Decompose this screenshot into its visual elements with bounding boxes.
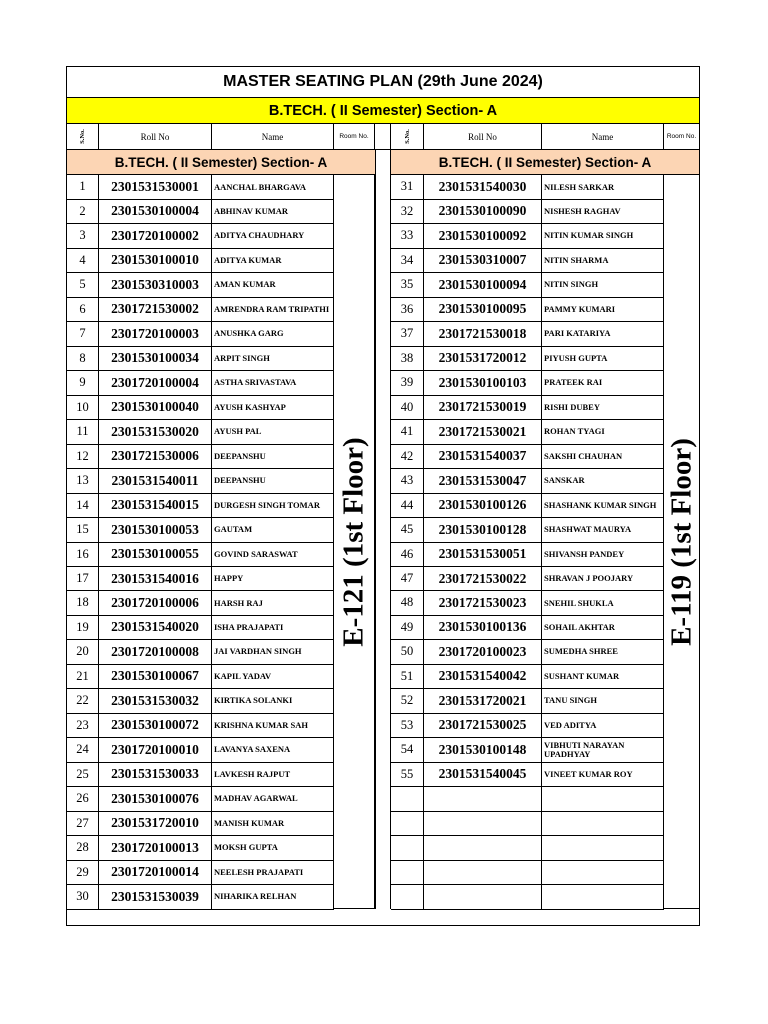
- right-serial-cell: 32: [391, 199, 424, 224]
- left-serial-cell: 19: [67, 615, 99, 640]
- left-serial-cell: 2: [67, 199, 99, 224]
- right-name-cell: VINEET KUMAR ROY: [542, 762, 664, 787]
- left-name-cell: DEEPANSHU: [212, 444, 334, 469]
- left-sno-header-label: S.No.: [79, 129, 86, 144]
- left-serial-cell: 5: [67, 273, 99, 298]
- left-name-cell: AMRENDRA RAM TRIPATHI: [212, 297, 334, 322]
- left-name-cell: HAPPY: [212, 567, 334, 592]
- left-roll-no-cell: 2301531530032: [99, 689, 212, 714]
- right-name-cell: SOHAIL AKHTAR: [542, 615, 664, 640]
- left-serial-cell: 20: [67, 640, 99, 665]
- right-name-cell: SHIVANSH PANDEY: [542, 542, 664, 567]
- left-serial-cell: 28: [67, 836, 99, 861]
- left-roll-no-cell: 2301531530020: [99, 420, 212, 445]
- left-roll-no-cell: 2301531540016: [99, 567, 212, 592]
- right-name-cell: VIBHUTI NARAYAN UPADHYAY: [542, 738, 664, 763]
- right-roll-no-cell: 2301530310007: [424, 248, 542, 273]
- left-name-cell: AYUSH KASHYAP: [212, 395, 334, 420]
- right-name-cell: SHASHWAT MAURYA: [542, 518, 664, 543]
- right-roll-no-cell: 2301530100148: [424, 738, 542, 763]
- left-roll-no-cell: 2301531540015: [99, 493, 212, 518]
- right-name-cell: ROHAN TYAGI: [542, 420, 664, 445]
- right-roll-no-cell: [424, 860, 542, 885]
- right-name-cell: NITIN SHARMA: [542, 248, 664, 273]
- left-name-cell: ASTHA SRIVASTAVA: [212, 371, 334, 396]
- left-room-label: E-121 (1st Floor): [337, 436, 370, 647]
- right-serial-cell: [391, 787, 424, 812]
- left-serial-cell: 15: [67, 518, 99, 543]
- left-roll-no-cell: 2301530100053: [99, 518, 212, 543]
- page-title: MASTER SEATING PLAN (29th June 2024): [67, 67, 699, 98]
- right-serial-cell: [391, 885, 424, 910]
- left-name-cell: DURGESH SINGH TOMAR: [212, 493, 334, 518]
- left-name-cell: LAVKESH RAJPUT: [212, 762, 334, 787]
- left-roll-no-cell: 2301530100072: [99, 713, 212, 738]
- left-roll-no-cell: 2301720100002: [99, 224, 212, 249]
- left-roll-no-cell: 2301530310003: [99, 273, 212, 298]
- right-roll-no-cell: 2301530100092: [424, 224, 542, 249]
- right-serial-cell: [391, 836, 424, 861]
- left-serial-cell: 13: [67, 469, 99, 494]
- left-roll-no-cell: 2301531540020: [99, 615, 212, 640]
- left-name-cell: AMAN KUMAR: [212, 273, 334, 298]
- right-serial-cell: 46: [391, 542, 424, 567]
- left-serial-cell: 6: [67, 297, 99, 322]
- left-name-cell: ISHA PRAJAPATI: [212, 615, 334, 640]
- right-serial-cell: 36: [391, 297, 424, 322]
- right-roll-no-cell: 2301530100126: [424, 493, 542, 518]
- right-name-cell: SUSHANT KUMAR: [542, 664, 664, 689]
- left-serial-cell: 11: [67, 420, 99, 445]
- left-name-cell: MANISH KUMAR: [212, 811, 334, 836]
- left-serial-cell: 18: [67, 591, 99, 616]
- left-name-cell: MADHAV AGARWAL: [212, 787, 334, 812]
- right-name-cell: PAMMY KUMARI: [542, 297, 664, 322]
- footer-row: [67, 909, 699, 925]
- left-roll-no-cell: 2301720100003: [99, 322, 212, 347]
- left-name-cell: KRISHNA KUMAR SAH: [212, 713, 334, 738]
- left-serial-cell: 16: [67, 542, 99, 567]
- left-roll-no-cell: 2301531720010: [99, 811, 212, 836]
- left-serial-cell: 9: [67, 371, 99, 396]
- left-sno-header: [67, 124, 99, 150]
- right-room-header: Room No.: [664, 124, 699, 150]
- right-section-band: B.TECH. ( II Semester) Section- A: [391, 150, 699, 175]
- right-serial-cell: 42: [391, 444, 424, 469]
- right-roll-no-cell: 2301530100090: [424, 199, 542, 224]
- left-name-cell: ABHINAV KUMAR: [212, 199, 334, 224]
- right-roll-no-cell: 2301531720012: [424, 346, 542, 371]
- left-serial-cell: 23: [67, 713, 99, 738]
- right-serial-cell: [391, 860, 424, 885]
- right-serial-cell: 40: [391, 395, 424, 420]
- left-name-cell: HARSH RAJ: [212, 591, 334, 616]
- right-name-cell: PRATEEK RAI: [542, 371, 664, 396]
- left-serial-cell: 29: [67, 860, 99, 885]
- right-roll-no-cell: 2301531540042: [424, 664, 542, 689]
- left-serial-cell: 21: [67, 664, 99, 689]
- left-roll-no-cell: 2301530100076: [99, 787, 212, 812]
- left-name-cell: NIHARIKA RELHAN: [212, 885, 334, 910]
- left-name-cell: ADITYA KUMAR: [212, 248, 334, 273]
- left-roll-no-cell: 2301530100067: [99, 664, 212, 689]
- left-name-cell: JAI VARDHAN SINGH: [212, 640, 334, 665]
- left-serial-cell: 10: [67, 395, 99, 420]
- left-serial-cell: 14: [67, 493, 99, 518]
- right-serial-cell: 52: [391, 689, 424, 714]
- left-room-header: Room No.: [334, 124, 375, 150]
- left-serial-cell: 25: [67, 762, 99, 787]
- right-roll-no-cell: [424, 787, 542, 812]
- right-roll-no-cell: 2301721530021: [424, 420, 542, 445]
- gap-band: [375, 150, 391, 175]
- left-roll-no-cell: 2301531530039: [99, 885, 212, 910]
- right-roll-no-cell: 2301721530018: [424, 322, 542, 347]
- left-serial-cell: 22: [67, 689, 99, 714]
- seating-plan-sheet: [66, 66, 700, 926]
- left-roll-no-cell: 2301720100014: [99, 860, 212, 885]
- left-name-cell: ADITYA CHAUDHARY: [212, 224, 334, 249]
- left-serial-cell: 24: [67, 738, 99, 763]
- left-roll-header: Roll No: [99, 124, 212, 150]
- right-serial-cell: 47: [391, 567, 424, 592]
- right-serial-cell: 38: [391, 346, 424, 371]
- right-roll-no-cell: 2301530100094: [424, 273, 542, 298]
- left-serial-cell: 4: [67, 248, 99, 273]
- right-roll-no-cell: 2301721530019: [424, 395, 542, 420]
- right-roll-no-cell: 2301531720021: [424, 689, 542, 714]
- right-serial-cell: 39: [391, 371, 424, 396]
- left-roll-no-cell: 2301530100004: [99, 199, 212, 224]
- right-roll-no-cell: 2301531530047: [424, 469, 542, 494]
- left-roll-no-cell: 2301531540011: [99, 469, 212, 494]
- left-serial-cell: 1: [67, 175, 99, 200]
- right-serial-cell: 37: [391, 322, 424, 347]
- left-name-cell: AYUSH PAL: [212, 420, 334, 445]
- right-roll-no-cell: 2301721530025: [424, 713, 542, 738]
- right-roll-no-cell: [424, 811, 542, 836]
- right-roll-no-cell: 2301530100136: [424, 615, 542, 640]
- gap-column: [375, 175, 391, 909]
- right-serial-cell: 34: [391, 248, 424, 273]
- right-name-cell: PARI KATARIYA: [542, 322, 664, 347]
- left-name-cell: GAUTAM: [212, 518, 334, 543]
- left-serial-cell: 26: [67, 787, 99, 812]
- right-serial-cell: 55: [391, 762, 424, 787]
- left-roll-no-cell: 2301721530006: [99, 444, 212, 469]
- left-roll-no-cell: 2301530100034: [99, 346, 212, 371]
- left-roll-no-cell: 2301721530002: [99, 297, 212, 322]
- right-name-cell: SHASHANK KUMAR SINGH: [542, 493, 664, 518]
- left-name-cell: ANUSHKA GARG: [212, 322, 334, 347]
- left-name-cell: KIRTIKA SOLANKI: [212, 689, 334, 714]
- left-serial-cell: 27: [67, 811, 99, 836]
- left-roll-no-cell: 2301720100010: [99, 738, 212, 763]
- left-name-cell: NEELESH PRAJAPATI: [212, 860, 334, 885]
- left-name-cell: KAPIL YADAV: [212, 664, 334, 689]
- left-roll-no-cell: 2301531530001: [99, 175, 212, 200]
- right-name-cell: SNEHIL SHUKLA: [542, 591, 664, 616]
- right-serial-cell: 35: [391, 273, 424, 298]
- right-roll-no-cell: [424, 836, 542, 861]
- right-serial-cell: 51: [391, 664, 424, 689]
- right-roll-no-cell: 2301720100023: [424, 640, 542, 665]
- right-sno-header: [391, 124, 424, 150]
- right-roll-header: Roll No: [424, 124, 542, 150]
- left-serial-cell: 12: [67, 444, 99, 469]
- right-serial-cell: 53: [391, 713, 424, 738]
- right-roll-no-cell: 2301531540045: [424, 762, 542, 787]
- left-name-cell: DEEPANSHU: [212, 469, 334, 494]
- right-serial-cell: 45: [391, 518, 424, 543]
- left-section-band: B.TECH. ( II Semester) Section- A: [67, 150, 375, 175]
- right-serial-cell: 41: [391, 420, 424, 445]
- right-serial-cell: 44: [391, 493, 424, 518]
- right-name-cell: RISHI DUBEY: [542, 395, 664, 420]
- right-name-cell: SHRAVAN J POOJARY: [542, 567, 664, 592]
- right-serial-cell: 50: [391, 640, 424, 665]
- right-roll-no-cell: 2301531540030: [424, 175, 542, 200]
- left-serial-cell: 30: [67, 885, 99, 910]
- left-roll-no-cell: 2301720100008: [99, 640, 212, 665]
- right-name-cell: VED ADITYA: [542, 713, 664, 738]
- right-name-cell: [542, 885, 664, 910]
- right-name-cell: PIYUSH GUPTA: [542, 346, 664, 371]
- section-subtitle: B.TECH. ( II Semester) Section- A: [67, 98, 699, 124]
- left-roll-no-cell: 2301720100013: [99, 836, 212, 861]
- right-roll-no-cell: 2301530100128: [424, 518, 542, 543]
- right-name-cell: [542, 836, 664, 861]
- left-name-cell: MOKSH GUPTA: [212, 836, 334, 861]
- left-name-cell: GOVIND SARASWAT: [212, 542, 334, 567]
- right-name-cell: SAKSHI CHAUHAN: [542, 444, 664, 469]
- right-name-cell: [542, 787, 664, 812]
- right-roll-no-cell: 2301530100103: [424, 371, 542, 396]
- left-serial-cell: 17: [67, 567, 99, 592]
- left-serial-cell: 3: [67, 224, 99, 249]
- right-serial-cell: 48: [391, 591, 424, 616]
- right-roll-no-cell: 2301721530023: [424, 591, 542, 616]
- right-name-cell: NISHESH RAGHAV: [542, 199, 664, 224]
- right-serial-cell: 49: [391, 615, 424, 640]
- right-name-cell: TANU SINGH: [542, 689, 664, 714]
- right-name-cell: [542, 860, 664, 885]
- gap-header: [375, 124, 391, 150]
- left-roll-no-cell: 2301530100055: [99, 542, 212, 567]
- right-serial-cell: [391, 811, 424, 836]
- left-roll-no-cell: 2301720100006: [99, 591, 212, 616]
- right-name-cell: SANSKAR: [542, 469, 664, 494]
- right-name-cell: [542, 811, 664, 836]
- right-roll-no-cell: 2301531530051: [424, 542, 542, 567]
- right-sno-header-label: S.No.: [403, 129, 411, 144]
- left-name-header: Name: [212, 124, 334, 150]
- left-room-cell: [334, 175, 375, 909]
- right-serial-cell: 31: [391, 175, 424, 200]
- right-room-label: E-119 (1st Floor): [665, 437, 697, 646]
- right-roll-no-cell: 2301721530022: [424, 567, 542, 592]
- right-name-cell: SUMEDHA SHREE: [542, 640, 664, 665]
- right-name-cell: NILESH SARKAR: [542, 175, 664, 200]
- left-roll-no-cell: 2301531530033: [99, 762, 212, 787]
- left-name-cell: AANCHAL BHARGAVA: [212, 175, 334, 200]
- right-serial-cell: 33: [391, 224, 424, 249]
- left-name-cell: ARPIT SINGH: [212, 346, 334, 371]
- right-name-header: Name: [542, 124, 664, 150]
- right-name-cell: NITIN SINGH: [542, 273, 664, 298]
- right-name-cell: NITIN KUMAR SINGH: [542, 224, 664, 249]
- left-serial-cell: 8: [67, 346, 99, 371]
- right-roll-no-cell: [424, 885, 542, 910]
- left-roll-no-cell: 2301530100010: [99, 248, 212, 273]
- right-roll-no-cell: 2301530100095: [424, 297, 542, 322]
- left-serial-cell: 7: [67, 322, 99, 347]
- left-roll-no-cell: 2301530100040: [99, 395, 212, 420]
- left-roll-no-cell: 2301720100004: [99, 371, 212, 396]
- right-roll-no-cell: 2301531540037: [424, 444, 542, 469]
- left-name-cell: LAVANYA SAXENA: [212, 738, 334, 763]
- right-serial-cell: 43: [391, 469, 424, 494]
- right-serial-cell: 54: [391, 738, 424, 763]
- right-room-cell: [664, 175, 699, 909]
